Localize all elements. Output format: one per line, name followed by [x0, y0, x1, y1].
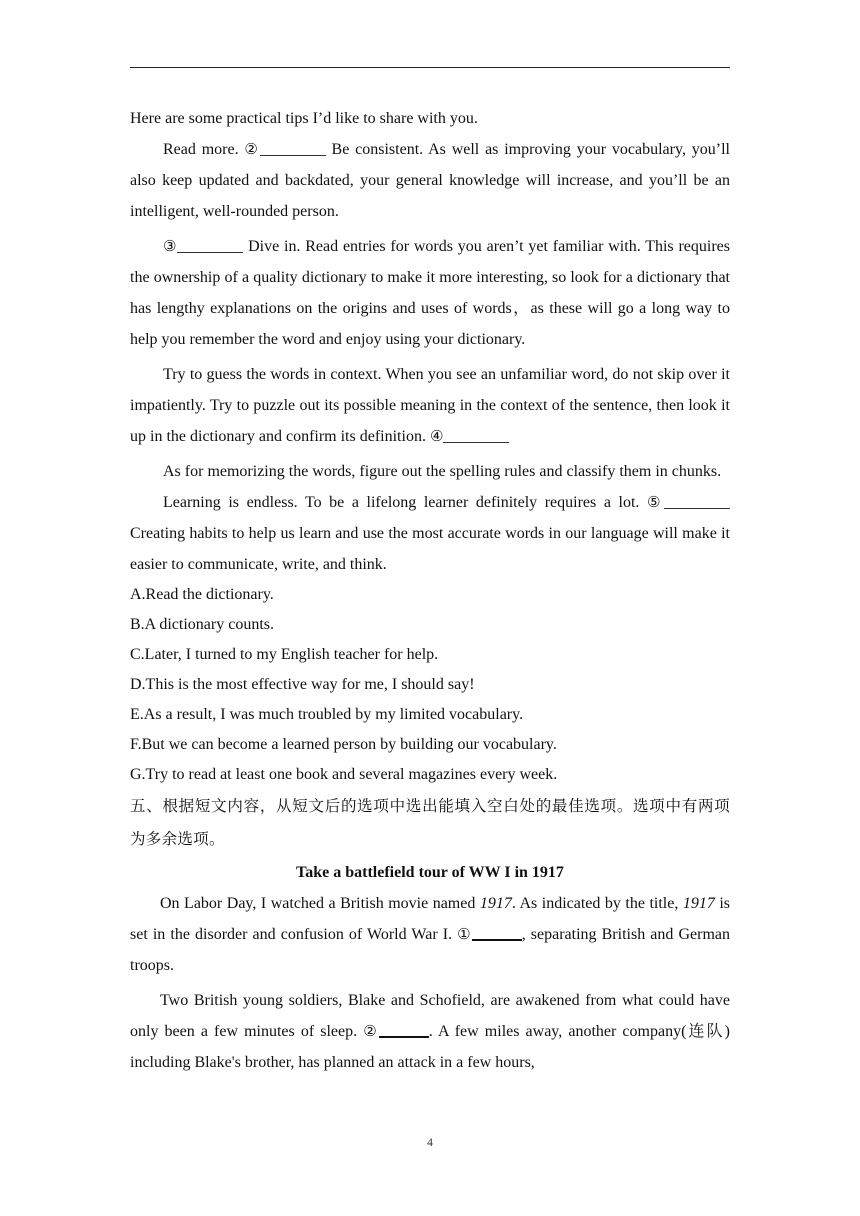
passage2-paragraph-1: On Labor Day, I watched a British movie named 1917. As indicated by the title, 1917 is set in the disorder and confusion of World War I. ① , separating British and German troops. [130, 895, 731, 974]
blank-2b-marker: ② [363, 1022, 379, 1040]
passage1-paragraph-2: ③ Dive in. Read entries for words you aren’t yet familiar with. This requires the ownership of a quality dictionary to make it more interesting, so look for a dictionary that has lengthy explanations on the origins and uses of words，as these will go a long way to help you remember the word and enjoy using your dictionary. [130, 237, 730, 348]
document-body [130, 103, 730, 1082]
page-number: 4 [427, 1135, 433, 1149]
blank-4-marker: ④ [429, 427, 444, 445]
passage2-paragraph-2: Two British young soldiers, Blake and Schofield, are awakened from what could have only been a few minutes of sleep. ② . A few miles away, another company(连队) including Blake's brother, has planned an attack in a few hours, [130, 992, 730, 1071]
option-f: F.But we can become a learned person by building our vocabulary. [130, 736, 557, 753]
blank-5-marker: ⑤ [646, 493, 664, 511]
blank-3-marker: ③ [163, 237, 178, 255]
header-rule [130, 67, 730, 68]
option-g: G.Try to read at least one book and several magazines every week. [130, 766, 558, 783]
blank-5[interactable] [664, 492, 730, 509]
option-c: C.Later, I turned to my English teacher for help. [130, 646, 439, 663]
passage1-intro: Here are some practical tips I’d like to share with you. [130, 110, 478, 127]
blank-4[interactable] [443, 426, 509, 443]
option-a: A.Read the dictionary. [130, 586, 274, 603]
blank-1[interactable] [472, 923, 522, 941]
movie-title: 1917 [479, 895, 512, 912]
blank-3[interactable] [177, 236, 243, 253]
passage1-paragraph-3: Try to guess the words in context. When you see an unfamiliar word, do not skip over it impatiently. Try to puzzle out its possible meaning in the context of the sentence, then look it up in the dictionary and confirm its definition. ④ [130, 366, 730, 445]
section-5-instruction: 五、根据短文内容，从短文后的选项中选出能填入空白处的最佳选项。选项中有两项为多余选项。 [130, 797, 730, 848]
option-d: D.This is the most effective way for me, I should say! [130, 676, 475, 693]
blank-1-marker: ① [457, 925, 472, 943]
options-list [130, 580, 730, 790]
passage1-paragraph-5: Learning is endless. To be a lifelong learner definitely requires a lot. ⑤ Creating habits to help us learn and use the most accurate words in our language will make it easier to communicate, write, and think. [130, 493, 730, 573]
option-e: E.As a result, I was much troubled by my limited vocabulary. [130, 706, 524, 723]
passage2-title: Take a battlefield tour of WW I in 1917 [296, 864, 564, 881]
blank-2-marker: ② [244, 140, 260, 158]
blank-2b[interactable] [379, 1020, 429, 1038]
movie-title-2: 1917 [682, 895, 715, 912]
blank-2[interactable] [260, 139, 326, 156]
option-b: B.A dictionary counts. [130, 616, 274, 633]
passage1-paragraph-4: As for memorizing the words, figure out the spelling rules and classify them in chunks. [163, 463, 722, 480]
passage1-paragraph-1: Read more. ② Be consistent. As well as improving your vocabulary, you’ll also keep updated and backdated, your general knowledge will increase, and you’ll be an intelligent, well-rounded person. [130, 140, 730, 220]
